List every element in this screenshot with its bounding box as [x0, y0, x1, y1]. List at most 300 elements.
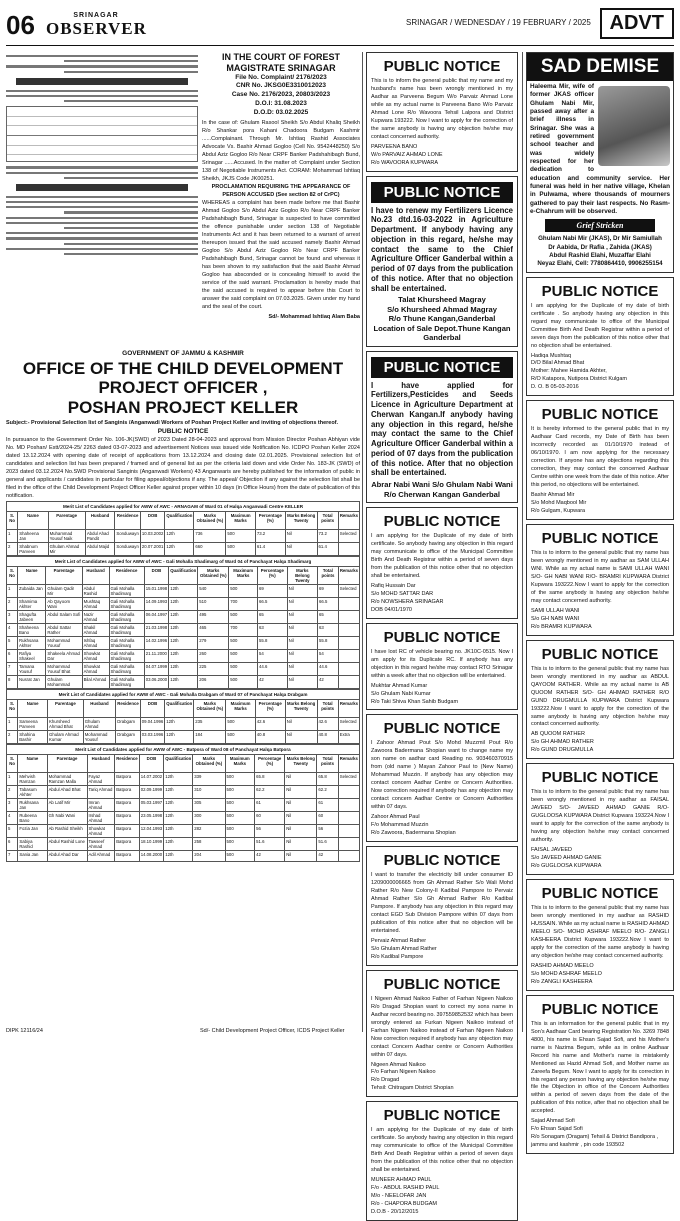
table-row: [7, 636, 360, 649]
table-cell: 6: [7, 649, 18, 662]
public-notice: [526, 400, 674, 520]
table-cell: Extra: [338, 730, 359, 743]
table-cell: Nil: [287, 623, 317, 636]
table-cell: 12th: [169, 610, 198, 623]
notice-title: PUBLIC NOTICE: [383, 975, 501, 993]
table-header: Marks Belong Twenty: [285, 511, 317, 529]
table-header: S. No: [7, 754, 18, 772]
table-header: Total points: [318, 566, 339, 584]
table-header: DOB: [140, 511, 165, 529]
right-column: [526, 52, 674, 1149]
table-cell: 69: [258, 584, 288, 597]
table-cell: 12th: [164, 811, 193, 824]
table-cell: Abdul Majid: [85, 542, 115, 555]
signature-line: Talat Khursheed Magray: [398, 295, 486, 305]
table-cell: 540: [198, 584, 229, 597]
table-cell: [338, 675, 359, 688]
signature-line: jammu and kashmir , pin code 193502: [531, 1142, 625, 1149]
table-cell: Shahina Bashir: [18, 730, 48, 743]
court-body-2: WHEREAS a complaint has been made before me that Bashir Ahmad Gogloo S/o Abdul Aziz Gogloo R/o Near CRPF Banker Padshahibagh Bund, Srinagar is suspected to have committed the offence punishable under section 138 of Negotiable Instruments Act and it has been returned to a warrant of arrest thereupon issued that the said accused namely Bashir Ahmad Gogloo S/o Abdul Aziz Gogloo R/o Near CRPF Banker Padshahibagh Bund, Srinagar cannot be found and whereas it has been shown to my satisfaction that the said Bashir Ahmad Gogloo has absconded or is concealing himself to avoid the service of the said warrant. Proclamation is hereby made that the said accused is required to appear before this Court to answer the said complaint on 07.03.2025. Given under my hand and the seal of the court.: [202, 200, 360, 310]
signature-line: Mother: Mahee Hamida Akhter,: [531, 368, 607, 375]
signature-line: Sajad Ahmad Sofi: [531, 1118, 575, 1125]
table-cell: Nazir Ahmad: [82, 610, 109, 623]
selection-table: [6, 566, 360, 689]
public-notice: [526, 277, 674, 397]
table-cell: Rukhsana Jan: [18, 798, 47, 811]
signature-line: Abrar Nabi Wani S/o Ghulam Nabi Wani: [371, 480, 513, 490]
table-cell: 500: [226, 542, 255, 555]
table-cell: 61.4: [317, 542, 338, 555]
notice-title: PUBLIC NOTICE: [371, 182, 513, 203]
table-cell: 51.6: [255, 837, 285, 850]
public-notice: [366, 1101, 518, 1221]
table-cell: 12th: [169, 584, 198, 597]
table-cell: 65.8: [317, 772, 338, 785]
notice-signature: [371, 1177, 513, 1217]
table-cell: 12th: [169, 649, 198, 662]
table-cell: Tabasum Akhter: [18, 785, 47, 798]
table-cell: 56: [317, 824, 338, 837]
table-header: Name: [18, 566, 46, 584]
table-header: Qualification: [169, 566, 198, 584]
notice-body: This is to inform to the general public that my name has been wrongly mentioned in my aadhar as FAISAL JAVEED S/O- JAVEED AHMAD GANIE R/O- GUGLOOSA KUPWARA District Kupwara 193224.Now I want to apply for the correction of the same anybody is having any objection he/she may contact concerned authority.: [531, 789, 669, 844]
table-cell: Nil: [287, 662, 317, 675]
table-cell: Drabgam: [116, 730, 141, 743]
table-cell: 04.07.1999: [144, 662, 169, 675]
notice-signature: [531, 1118, 669, 1150]
table-cell: 20.07.2001: [140, 542, 165, 555]
table-row: [7, 717, 360, 730]
signature-line: R/o ZANGLI KASHEERA: [531, 978, 593, 985]
table-cell: Nil: [287, 675, 317, 688]
table-cell: 495: [198, 610, 229, 623]
table-cell: 12th: [164, 837, 193, 850]
notice-title: PUBLIC NOTICE: [383, 513, 501, 530]
notice-body: It is hereby informed to the general public that in my Aadhaar Card records, my Date of Birth has been incorrectly recorded as 01/10/1970 instead of 06/10/1970. I am now applying for the necessary correction. If anyone has any objections regarding this correction, they may contact the concerned Aadhaar Centre within one week from the date of this notice. After this period, no objections will be entertained.: [531, 426, 669, 489]
notice-body: This is to inform the general public that my name and my husband's name has been wrongly mentioned in my Aadhar as Parveena Begum W/o Parvaiz Ahmad Lone while as my actual name is Parveena Bano W/o Parvaiz Ahmad Lone R/o Wavoora Tehsil Lalpora and District Kupwara 193222. Now I want to apply for the correction of the same anybody is having any objection he/she may contact concerned authority.: [371, 78, 513, 140]
table-cell: Sameena Parveen: [18, 717, 48, 730]
table-cell: Nil: [285, 717, 317, 730]
table-cell: 65: [318, 610, 339, 623]
logo-name: OBSERVER: [46, 19, 147, 38]
notice-body: I am applying for the Duplicate of my date of birth certificate. So anybody having any objection in this regard may communicate to office of the Municipal Committee Birth And Death Registrar within a period of seven days from the publication of this notice other that no objection shall be entertained.: [371, 533, 513, 579]
public-notice: [366, 714, 518, 842]
table-cell: 61.4: [255, 542, 285, 555]
notice-title: PUBLIC NOTICE: [383, 628, 501, 646]
table-cell: Shabnum Parveen: [18, 542, 48, 555]
table-cell: Irshad Ahmad: [87, 811, 115, 824]
table-header: Percentage (%): [255, 699, 285, 717]
cdpo-heading-2: POSHAN PROJECT KELLER: [67, 397, 299, 417]
table-cell: 62.2: [255, 785, 285, 798]
table-cell: Nil: [287, 597, 317, 610]
table-header-row: [7, 511, 360, 529]
table-cell: [338, 798, 359, 811]
table-cell: 300: [193, 811, 225, 824]
table-cell: 44.6: [258, 662, 288, 675]
table-cell: Mohammad Yousuf Bhat: [46, 662, 82, 675]
table-cell: Batpora: [115, 824, 140, 837]
table-cell: Mohammad Yousuf: [46, 636, 82, 649]
table-cell: Nil: [285, 730, 317, 743]
signature-line: S/o JAVEED AHMAD GANIE: [531, 855, 602, 862]
table-cell: Nil: [285, 529, 317, 542]
table-cell: 09.04.1996: [140, 717, 165, 730]
table-cell: [338, 824, 359, 837]
court-notice: [202, 52, 360, 342]
signature-line: R/o - CHAPORA BUDGAM: [371, 1201, 438, 1208]
signature-line: Hadiqa Mushtaq: [531, 352, 572, 359]
signature-line: R/o Kadibal Pampore: [371, 953, 424, 960]
table-row: [7, 610, 360, 623]
table-cell: Sabiya Rashid: [18, 837, 47, 850]
notice-signature: [371, 938, 513, 962]
table-cell: 500: [225, 850, 255, 861]
signature-line: S/o Ghulam Nabi Kumar: [371, 690, 431, 697]
signature-line: S/o GH AHMAD RATHER: [531, 739, 594, 746]
table-cell: 73.2: [317, 529, 338, 542]
table-row: [7, 542, 360, 555]
table-cell: 12th: [169, 597, 198, 610]
table-cell: Nil: [285, 798, 317, 811]
table-cell: 500: [229, 636, 258, 649]
table-cell: Sonduwayn: [115, 542, 140, 555]
selection-tables: [6, 501, 360, 862]
table-cell: Batpora: [115, 785, 140, 798]
notice-signature: [531, 731, 669, 755]
table-caption: Merit List of Candidates applied for AWW of AWC - ARNAGAM of Ward 01 of Halqa Anganwadi Centre KELLER: [6, 501, 360, 511]
table-cell: 510: [198, 597, 229, 610]
table-cell: Gali Mohalla Shadimarg: [109, 597, 144, 610]
table-header: S. No: [7, 566, 18, 584]
table-cell: Adil Ahmad: [87, 850, 115, 861]
court-proclamation: PROCLAMATION REQUIRING THE APPEARANCE OF PERSON ACCUSED (See section 82 of CrPC): [211, 184, 351, 199]
table-cell: 12th: [164, 785, 193, 798]
notice-body: I want to transfer the electricity bill under consumer ID 1209000006665 from Gh Ahmad Rather S/o Wali Mohd Rather R/o New Colony-II Kadibal Pampore to Pervaiz Ahmad Rather S/o Gh Ahmad Rather R/o Kadibal Pampore. If anybody has any objection in this regard may contact EGD Sub Division Pampore within 07 days from publication of this notice after that no objection will be entertained.: [371, 872, 513, 934]
table-cell: 500: [225, 837, 255, 850]
signature-line: FAISAL JAVEED: [531, 847, 572, 854]
table-cell: Nil: [285, 850, 317, 861]
table-cell: 1: [7, 529, 18, 542]
signature-line: R/o BRAMRI KUPWARA: [531, 623, 592, 630]
table-cell: 23.05.1998: [139, 811, 164, 824]
table-header: Total points: [317, 754, 338, 772]
column-rule: [362, 52, 363, 1032]
table-row: [7, 772, 360, 785]
notice-title: PUBLIC NOTICE: [371, 357, 513, 378]
table-cell: 500: [226, 730, 255, 743]
table-header: Qualification: [164, 754, 193, 772]
table-cell: Shagufta Jabeen: [18, 610, 46, 623]
section-label: ADVT: [600, 8, 674, 39]
logo-city: SRINAGAR: [73, 12, 119, 19]
table-cell: Gali Mohalla Shadimarg: [109, 649, 144, 662]
table-cell: 500: [229, 662, 258, 675]
table-cell: 12.04.1993: [139, 824, 164, 837]
table-cell: 660: [194, 542, 226, 555]
table-cell: Nil: [287, 610, 317, 623]
notice-body: This is an information for the general public that in my Son's Aadhaar Card bearing Registration No. 3269 7848 4800, his name is Ehsan Sajad Sofi, and his Mother's name is Nazima Begum, while as in online Aadhaar Record his name and Mother's name is mistakenly Mentioned as Hazid Ahmad Sofi, and Mother name as Zareefa Begum. Now I want to apply for its correction in this regard any person having any objection he/she may file the Objection in office of the Concern Authorities within a period of seven days from the date of the publication of this notice, after that no objection shall be accepted.: [531, 1020, 669, 1115]
table-cell: 44.6: [318, 662, 339, 675]
table-cell: 5: [7, 824, 18, 837]
page-number: 06: [6, 10, 35, 40]
table-cell: 6: [7, 837, 18, 850]
cdpo-notice-label: PUBLIC NOTICE: [157, 428, 209, 436]
notice-title: PUBLIC NOTICE: [541, 645, 659, 663]
table-cell: 54: [318, 649, 339, 662]
table-row: [7, 824, 360, 837]
table-cell: 260: [198, 649, 229, 662]
notice-signature: [531, 963, 669, 987]
notice-signature: [531, 353, 669, 393]
table-cell: Abdul Rashid: [82, 584, 109, 597]
table-cell: Nil: [285, 824, 317, 837]
selection-table: [6, 511, 360, 556]
signature-line: D/O Bilal Ahmad Bhat: [531, 360, 585, 367]
table-cell: Drabgam: [116, 717, 141, 730]
notice-body: I have lost RC of vehicle bearing no. JK10C-0515. Now I am apply for its Duplicate RC. If anybody has any objection in this regard he/she may contact RTO Srinagar within a week after that no objection will be entertained.: [371, 648, 513, 679]
signature-line: Bashir Ahmad Mir: [531, 492, 575, 499]
table-cell: 18.10.1999: [139, 837, 164, 850]
table-cell: 500: [229, 649, 258, 662]
table-cell: 69: [318, 584, 339, 597]
table-cell: 14.07.2002: [139, 772, 164, 785]
table-cell: 12th: [164, 798, 193, 811]
table-cell: Zubaida Jan: [18, 584, 46, 597]
public-notice: [526, 640, 674, 760]
table-cell: 206: [198, 675, 229, 688]
table-cell: 4: [7, 811, 18, 824]
table-row: [7, 623, 360, 636]
public-notice: [526, 763, 674, 875]
table-row: [7, 837, 360, 850]
table-cell: 305: [193, 798, 225, 811]
table-cell: 42.6: [317, 717, 338, 730]
table-cell: 184: [194, 730, 226, 743]
table-cell: Abdul Salam Sofi: [46, 610, 82, 623]
table-header: Residence: [115, 754, 140, 772]
table-header: Marks Belong Twenty: [287, 566, 317, 584]
table-cell: 279: [198, 636, 229, 649]
table-cell: 500: [229, 610, 258, 623]
signature-line: MUNEER AHMAD PAUL: [371, 1177, 432, 1184]
signature-line: W/o PARVAIZ AHMAD LONE: [371, 151, 443, 158]
table-cell: 42: [318, 675, 339, 688]
table-cell: 03.06.2000: [144, 675, 169, 688]
table-header: Maximum Marks: [229, 566, 258, 584]
table-header: Percentage (%): [258, 566, 288, 584]
notice-signature: [371, 1062, 513, 1094]
signature-line: S/o GH NABI WANI: [531, 615, 580, 622]
table-cell: [338, 785, 359, 798]
table-cell: 12th: [165, 542, 194, 555]
public-notice: [366, 846, 518, 966]
table-cell: 15.01.1998: [144, 584, 169, 597]
table-header: Residence: [109, 566, 144, 584]
signature-line: S/o Ghulam Ahmad Rather: [371, 945, 437, 952]
table-cell: Batpora: [115, 798, 140, 811]
notice-body: This is to inform to the general public that my name has been wrongly mentioned in my aadhar as SAM ULLAH WNI. While as my actual name is SAMI ULLAH WANI S/O- GH NABI WANI R/O- BRAMRI KUPWARA District Kupwara 193222.Now I want to apply for the correction of the same anybody is having any objection he/she may contact concerned authority.: [531, 550, 669, 604]
table-cell: Batpora: [115, 772, 140, 785]
table-cell: Mohammad Yousuf: [83, 730, 116, 743]
notice-title: PUBLIC NOTICE: [541, 1000, 659, 1018]
cdpo-notice: [6, 350, 360, 1026]
table-header: Husband: [87, 754, 115, 772]
table-cell: 736: [194, 529, 226, 542]
table-cell: Ab Qayoom Wani: [46, 597, 82, 610]
table-cell: 12th: [165, 730, 194, 743]
table-cell: 51.6: [317, 837, 338, 850]
table-header: S. No: [7, 699, 18, 717]
table-cell: Rukhsana Akhter: [18, 636, 46, 649]
table-cell: 14.09.1993: [144, 597, 169, 610]
demise-signatures: [530, 235, 670, 268]
notice-body: I Nigeen Ahmad Naikoo Father of Farhan Nigeen Naikoo R/o Dragad Shopian want to correct my sons name in Aadhar record bearing no. 397559852532 which has been wrongly entered as Furkan Nigeen Naikoo instead of Farhan Nigeen Naikoo instead of Farhan Nigeen Naikoo Now correction required if anybody has any objection may contact Concern Aadhar centre or Concern Authorities within 07 days.: [371, 995, 513, 1058]
table-header: Name: [18, 754, 47, 772]
table-cell: Selected: [338, 772, 359, 785]
masthead: [6, 6, 674, 46]
signature-line: Zahoor Ahmad Paul: [371, 814, 420, 821]
notice-body: I Zahoor Ahmad Pout S/o Mohd Muzzmil Pout R/o Zawoora Badermana Shopian want to change name my son name on aadhar card Reading no. 903460370915 from (old name ) Mayan Zahoor Paul to (New Name) Mohammad Muzzin. If anybody has any objection may contact concern Aadhar Centre or Concern Authorities. Now correction required if anybody has any objection may contact concern Aadhar Centre or Concern Authorities within 07 days.: [371, 740, 513, 811]
selection-table: [6, 699, 360, 744]
notice-title: PUBLIC NOTICE: [541, 769, 659, 787]
table-header-row: [7, 566, 360, 584]
table-cell: 02.09.1999: [139, 785, 164, 798]
court-dod: D.O.D: 03.02.2025: [253, 108, 309, 116]
table-cell: 500: [229, 675, 258, 688]
table-cell: Nil: [285, 785, 317, 798]
signature-line: SAMI ULLAH WANI: [531, 607, 580, 614]
signature-line: Abdul Rashid Elahi, Muzaffar Elahi: [549, 251, 651, 259]
table-cell: 282: [193, 824, 225, 837]
table-cell: 42: [258, 675, 288, 688]
table-cell: 21.11.2000: [144, 649, 169, 662]
signature-line: Location of Sale Depot.Thune Kangan Ganderbal: [373, 323, 511, 343]
table-header: Qualification: [165, 699, 194, 717]
table-header: Name: [18, 511, 48, 529]
table-header: Maximum Marks: [225, 754, 255, 772]
signature-line: RASHID AHMAD MEELO: [531, 962, 594, 969]
signature-line: F/o Mohammad Muzzin: [371, 822, 429, 829]
table-cell: Nil: [287, 584, 317, 597]
notice-signature: [371, 583, 513, 615]
table-header: Marks Belong Twenty: [285, 754, 317, 772]
table-header: Marks Obtained (%): [194, 699, 226, 717]
table-cell: 73.2: [255, 529, 285, 542]
table-header: Husband: [85, 511, 115, 529]
court-file-no: File No. Complaint/ 2176/2023: [235, 73, 327, 81]
table-header: Parentage: [48, 511, 85, 529]
urdu-notices: [6, 52, 198, 342]
cdpo-heading-1: OFFICE OF THE CHILD DEVELOPMENT PROJECT OFFICER ,: [22, 358, 344, 398]
table-cell: 63: [318, 623, 339, 636]
table-header: Maximum Marks: [226, 699, 255, 717]
table-header: Marks Obtained (%): [193, 754, 225, 772]
signature-line: R/o Thune Kangan,Ganderbal: [388, 314, 496, 324]
table-cell: Nil: [285, 772, 317, 785]
table-cell: 500: [225, 785, 255, 798]
signature-line: D.O.B - 20/12/2015: [371, 1209, 419, 1216]
table-cell: 40.8: [317, 730, 338, 743]
table-cell: 42.6: [255, 717, 285, 730]
sad-demise: [526, 52, 674, 273]
table-cell: 61: [317, 798, 338, 811]
signature-line: S/o Mohd Maqbool Mir: [531, 500, 587, 507]
table-header: Residence: [115, 511, 140, 529]
table-cell: [338, 850, 359, 861]
notice-signature: [371, 144, 513, 168]
signature-line: Rafiq Hussain Dar: [371, 582, 416, 589]
table-cell: 10.03.2002: [140, 529, 165, 542]
table-cell: 05.03.1997: [139, 798, 164, 811]
table-cell: Abdul Ahad Pandit: [85, 529, 115, 542]
signature-line: Tehsil: Chitragam District Shopian: [371, 1085, 454, 1092]
table-cell: Ghulam Ahmad Kumar: [48, 730, 84, 743]
table-cell: Tariq Ahmad: [87, 785, 115, 798]
table-cell: 500: [226, 529, 255, 542]
court-signature: Sd/- Mohammad Ishtiaq Alam Baba: [268, 313, 360, 320]
table-cell: [338, 837, 359, 850]
urdu-table: [6, 106, 198, 162]
table-row: [7, 850, 360, 861]
notice-signature: [371, 480, 513, 499]
table-header: Husband: [82, 566, 109, 584]
table-header: Parentage: [48, 699, 84, 717]
table-cell: 56: [255, 824, 285, 837]
table-header: DOB: [139, 754, 164, 772]
table-cell: 339: [193, 772, 225, 785]
signature-line: DOB 04/01/1970: [371, 606, 412, 613]
signature-line: Pervaiz Ahmad Rather: [371, 937, 427, 944]
dateline: SRINAGAR / WEDNESDAY / 19 FEBRUARY / 2025: [406, 18, 591, 27]
table-cell: 2: [7, 597, 18, 610]
table-cell: 12th: [169, 675, 198, 688]
table-cell: Tamana Yousuf: [18, 662, 46, 675]
table-cell: 14.08.2000: [139, 850, 164, 861]
table-header: Percentage (%): [255, 511, 285, 529]
table-cell: 12th: [169, 662, 198, 675]
table-cell: 7: [7, 662, 18, 675]
court-body: In the case of: Ghulam Rasool Sheikh S/o Abdul Khaliq Sheikh R/o Shankar pora Kahani Chadoora Budgam Kashmir ......Complainant. Through Mr. Ishtiaq Rashid Associates Advocate Vs. Bashir Ahmad Gogloo (Cell No. 9542448250) S/o Abdul Aziz Gogloo R/o Near CRPF Banker Padshahibagh Bund, Srinagar ......Accused. In the matter of: Complaint under Section 138 of Negotiable Instruments Act. CORAM: Mohammad Ishtiaq Sheikh, JKJS Code JK00251.: [202, 120, 360, 183]
table-caption: Merit List of Candidates applied for AWW of AWC - Batpora of Ward 08 of Panchayat Halqa Batpora: [6, 744, 360, 754]
signature-line: F/o Farhan Nigeen Naikoo: [371, 1069, 436, 1076]
table-cell: Selected: [338, 717, 359, 730]
table-row: [7, 662, 360, 675]
table-row: [7, 798, 360, 811]
notice-body: I am applying for the Duplicate of my date of birth certificate. So anybody having any objection in this regard may communicate to office of the Municipal Committee Birth And Death Registrar within a period of seven days from the publication of this notice other that no objection shall be entertained.: [371, 1127, 513, 1174]
table-cell: 06.04.1997: [144, 610, 169, 623]
notice-body: This is to inform to the general public that my name has been wrongly mentioned in my aadhar as ABDUL QAYOOM RATHER. While as my actual name is AB QUOOM RATHER S/O- GH AHMAD RATHER R/O GUND DRUGMULLA KUPWARA District Kupwara 193222.Now I want to apply for the correction of the same anybody is having any objection he/she may contact concerned authority.: [531, 665, 669, 728]
table-cell: 1: [7, 717, 18, 730]
court-heading-1: IN THE COURT OF FOREST: [222, 52, 340, 62]
notice-signature: [531, 492, 669, 516]
table-cell: 12th: [164, 772, 193, 785]
table-cell: 55.8: [258, 636, 288, 649]
table-row: [7, 649, 360, 662]
table-cell: [338, 636, 359, 649]
table-cell: Imran Ahmad: [87, 798, 115, 811]
table-cell: Tawseef Ahmad: [87, 837, 115, 850]
public-notice: [366, 176, 518, 347]
table-cell: Ghulam Mohammad: [46, 675, 82, 688]
table-cell: 65.8: [255, 772, 285, 785]
notice-signature: [531, 847, 669, 871]
selection-table: [6, 754, 360, 862]
table-header: Residence: [116, 699, 141, 717]
table-cell: 65: [258, 610, 288, 623]
table-cell: [338, 662, 359, 675]
table-cell: Ghulam Qadir Mir: [46, 584, 82, 597]
